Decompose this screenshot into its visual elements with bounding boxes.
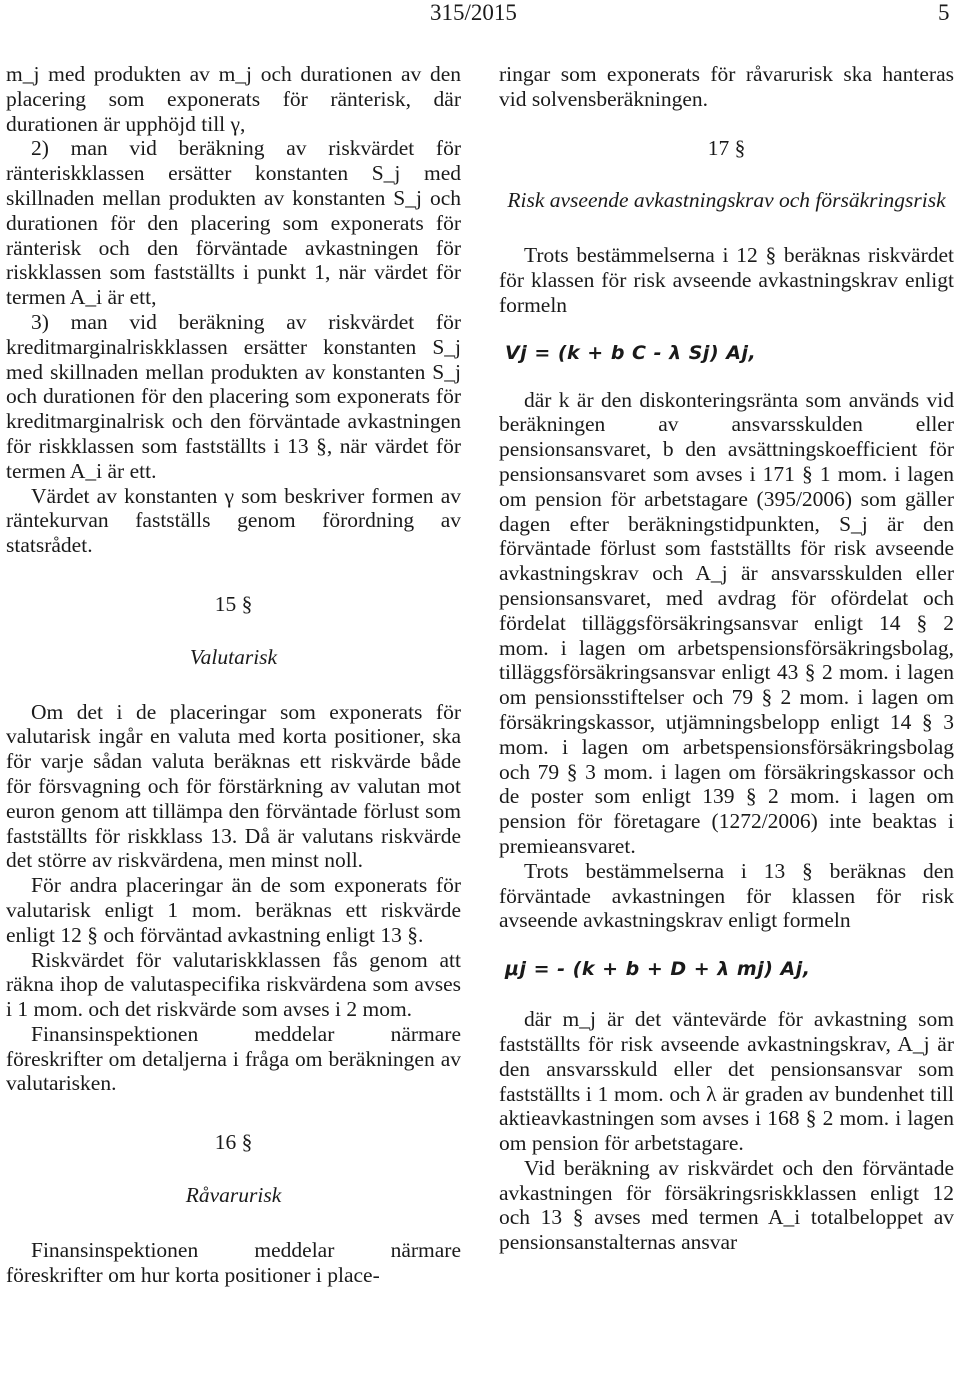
right-column <box>499 62 954 1255</box>
paragraph: Trots bestämmelserna i 13 § beräknas den förväntade avkastningen för klassen för risk avseende avkastningskrav enligt formeln <box>499 858 954 933</box>
formula-expected-return: μj = - (k + b + D + λ mj) Aj, <box>505 958 811 981</box>
paragraph: där m_j är det väntevärde för avkastning som fastställts för risk avseende avkastningskrav, A_j är den ansvarsskuld eller det pensionsansvar som fastställts i 1 mom. och λ är graden av bundenhet till aktieavkastningen som avses i 168 § 2 mom. i lagen om pension för arbetstagare. <box>499 1007 954 1156</box>
section-title-valutarisk: Valutarisk <box>189 644 278 669</box>
section-number-15: 15 § <box>214 591 253 616</box>
issue-number: 315/2015 <box>430 0 517 25</box>
paragraph: 3) man vid beräkning av riskvärdet för kreditmarginalriskklassen ersätter konstanten S_j med skillnaden mellan produkten av konstanten S_j och durationen för den placering som exponerats för kreditmarginalrisk och den förväntade avkastningen för riskklassen som fastställts i 13 §, när värdet för termen A_i är ett. <box>6 309 461 483</box>
paragraph: 2) man vid beräkning av riskvärdet för ränteriskklassen ersätter konstanten S_j med skillnaden mellan produkten av konstanten S_j och durationen för den placering som exponerats för ränterisk och den förväntade avkastningen för riskklassen som fastställts i punkt 1, när värdet för termen A_i är ett, <box>6 136 461 310</box>
paragraph: Värdet av konstanten γ som beskriver formen av räntekurvan fastställs genom förordning av statsrådet. <box>6 483 461 558</box>
paragraph: Finansinspektionen meddelar närmare föreskrifter om hur korta positioner i place- <box>6 1237 461 1287</box>
section-title-risk-avkastningskrav: Risk avseende avkastningskrav och försäkringsrisk <box>507 188 946 213</box>
paragraph: där k är den diskonteringsränta som används vid beräkningen av ansvarsskulden eller pensionsansvaret, b den avsättningskoefficient för pensionsansvaret som avses i 171 § 1 mom. i lagen om pension för arbetstagare (395/2006) som gäller dagen efter beräkningstidpunkten, S_j är den förväntade förlust som fastställts för risk avseende avkastningskrav och A_j är ansvarsskulden eller pensionsansvaret, med avdrag för ofördelat och fördelat tilläggsförsäkringsansvar enligt 14 § 2 mom. i lagen om arbetspensionsförsäkringsbolag, tilläggsförsäkringsansvar enligt 43 § 2 mom. i lagen om pensionsstiftelser och 79 § 2 mom. i lagen om försäkringskassor, utjämningsbelopp enligt 14 § 3 mom. i lagen om arbetspensionsförsäkringsbolag och 79 § 3 mom. i lagen om försäkringskassor och de poster som enligt 139 § 2 mom. i lagen om pension för företagare (1272/2006) inte beaktas i premieansvaret. <box>499 387 954 858</box>
paragraph: ringar som exponerats för råvarurisk ska hanteras vid solvensberäkningen. <box>499 62 954 111</box>
paragraph: m_j med produkten av m_j och durationen av den placering som exponerats för ränterisk, där durationen är upphöjd till γ, <box>6 62 461 136</box>
page-number: 5 <box>938 0 950 25</box>
section-title-ravarurisk: Råvarurisk <box>185 1183 282 1208</box>
paragraph: Vid beräkning av riskvärdet och den förväntade avkastningen för försäkringsriskklassen enligt 12 och 13 § avses med termen A_i totalbeloppet av pensionsanstalternas ansvar <box>499 1155 954 1255</box>
paragraph: Om det i de placeringar som exponerats för valutarisk ingår en valuta med korta positioner, ska för varje sådan valuta beräknas ett riskvärde både för försvagning och för förstärkning av valutan mot euron genom att tillämpa den förväntade förlust som fastställts för riskklass 13. Då är valutans riskvärde det större av riskvärdena, men minst noll. <box>6 699 461 873</box>
paragraph: Trots bestämmelserna i 12 § beräknas riskvärdet för klassen för risk avseende avkastningskrav enligt formeln <box>499 243 954 317</box>
section-number-17: 17 § <box>707 135 746 160</box>
paragraph: För andra placeringar än de som exponerats för valutarisk enligt 1 mom. beräknas ett riskvärde enligt 12 § och förväntad avkastning enligt 13 §. <box>6 873 461 947</box>
left-column <box>6 62 461 1287</box>
paragraph: Finansinspektionen meddelar närmare föreskrifter om detaljerna i fråga om beräkningen av valutarisken. <box>6 1021 461 1096</box>
paragraph: Riskvärdet för valutariskklassen fås genom att räkna ihop de valutaspecifika riskvärdena som avses i 1 mom. och det riskvärde som avses i 2 mom. <box>6 947 461 1022</box>
section-number-16: 16 § <box>214 1130 253 1155</box>
formula-risk-value: Vj = (k + b C - λ Sj) Aj, <box>505 341 757 364</box>
